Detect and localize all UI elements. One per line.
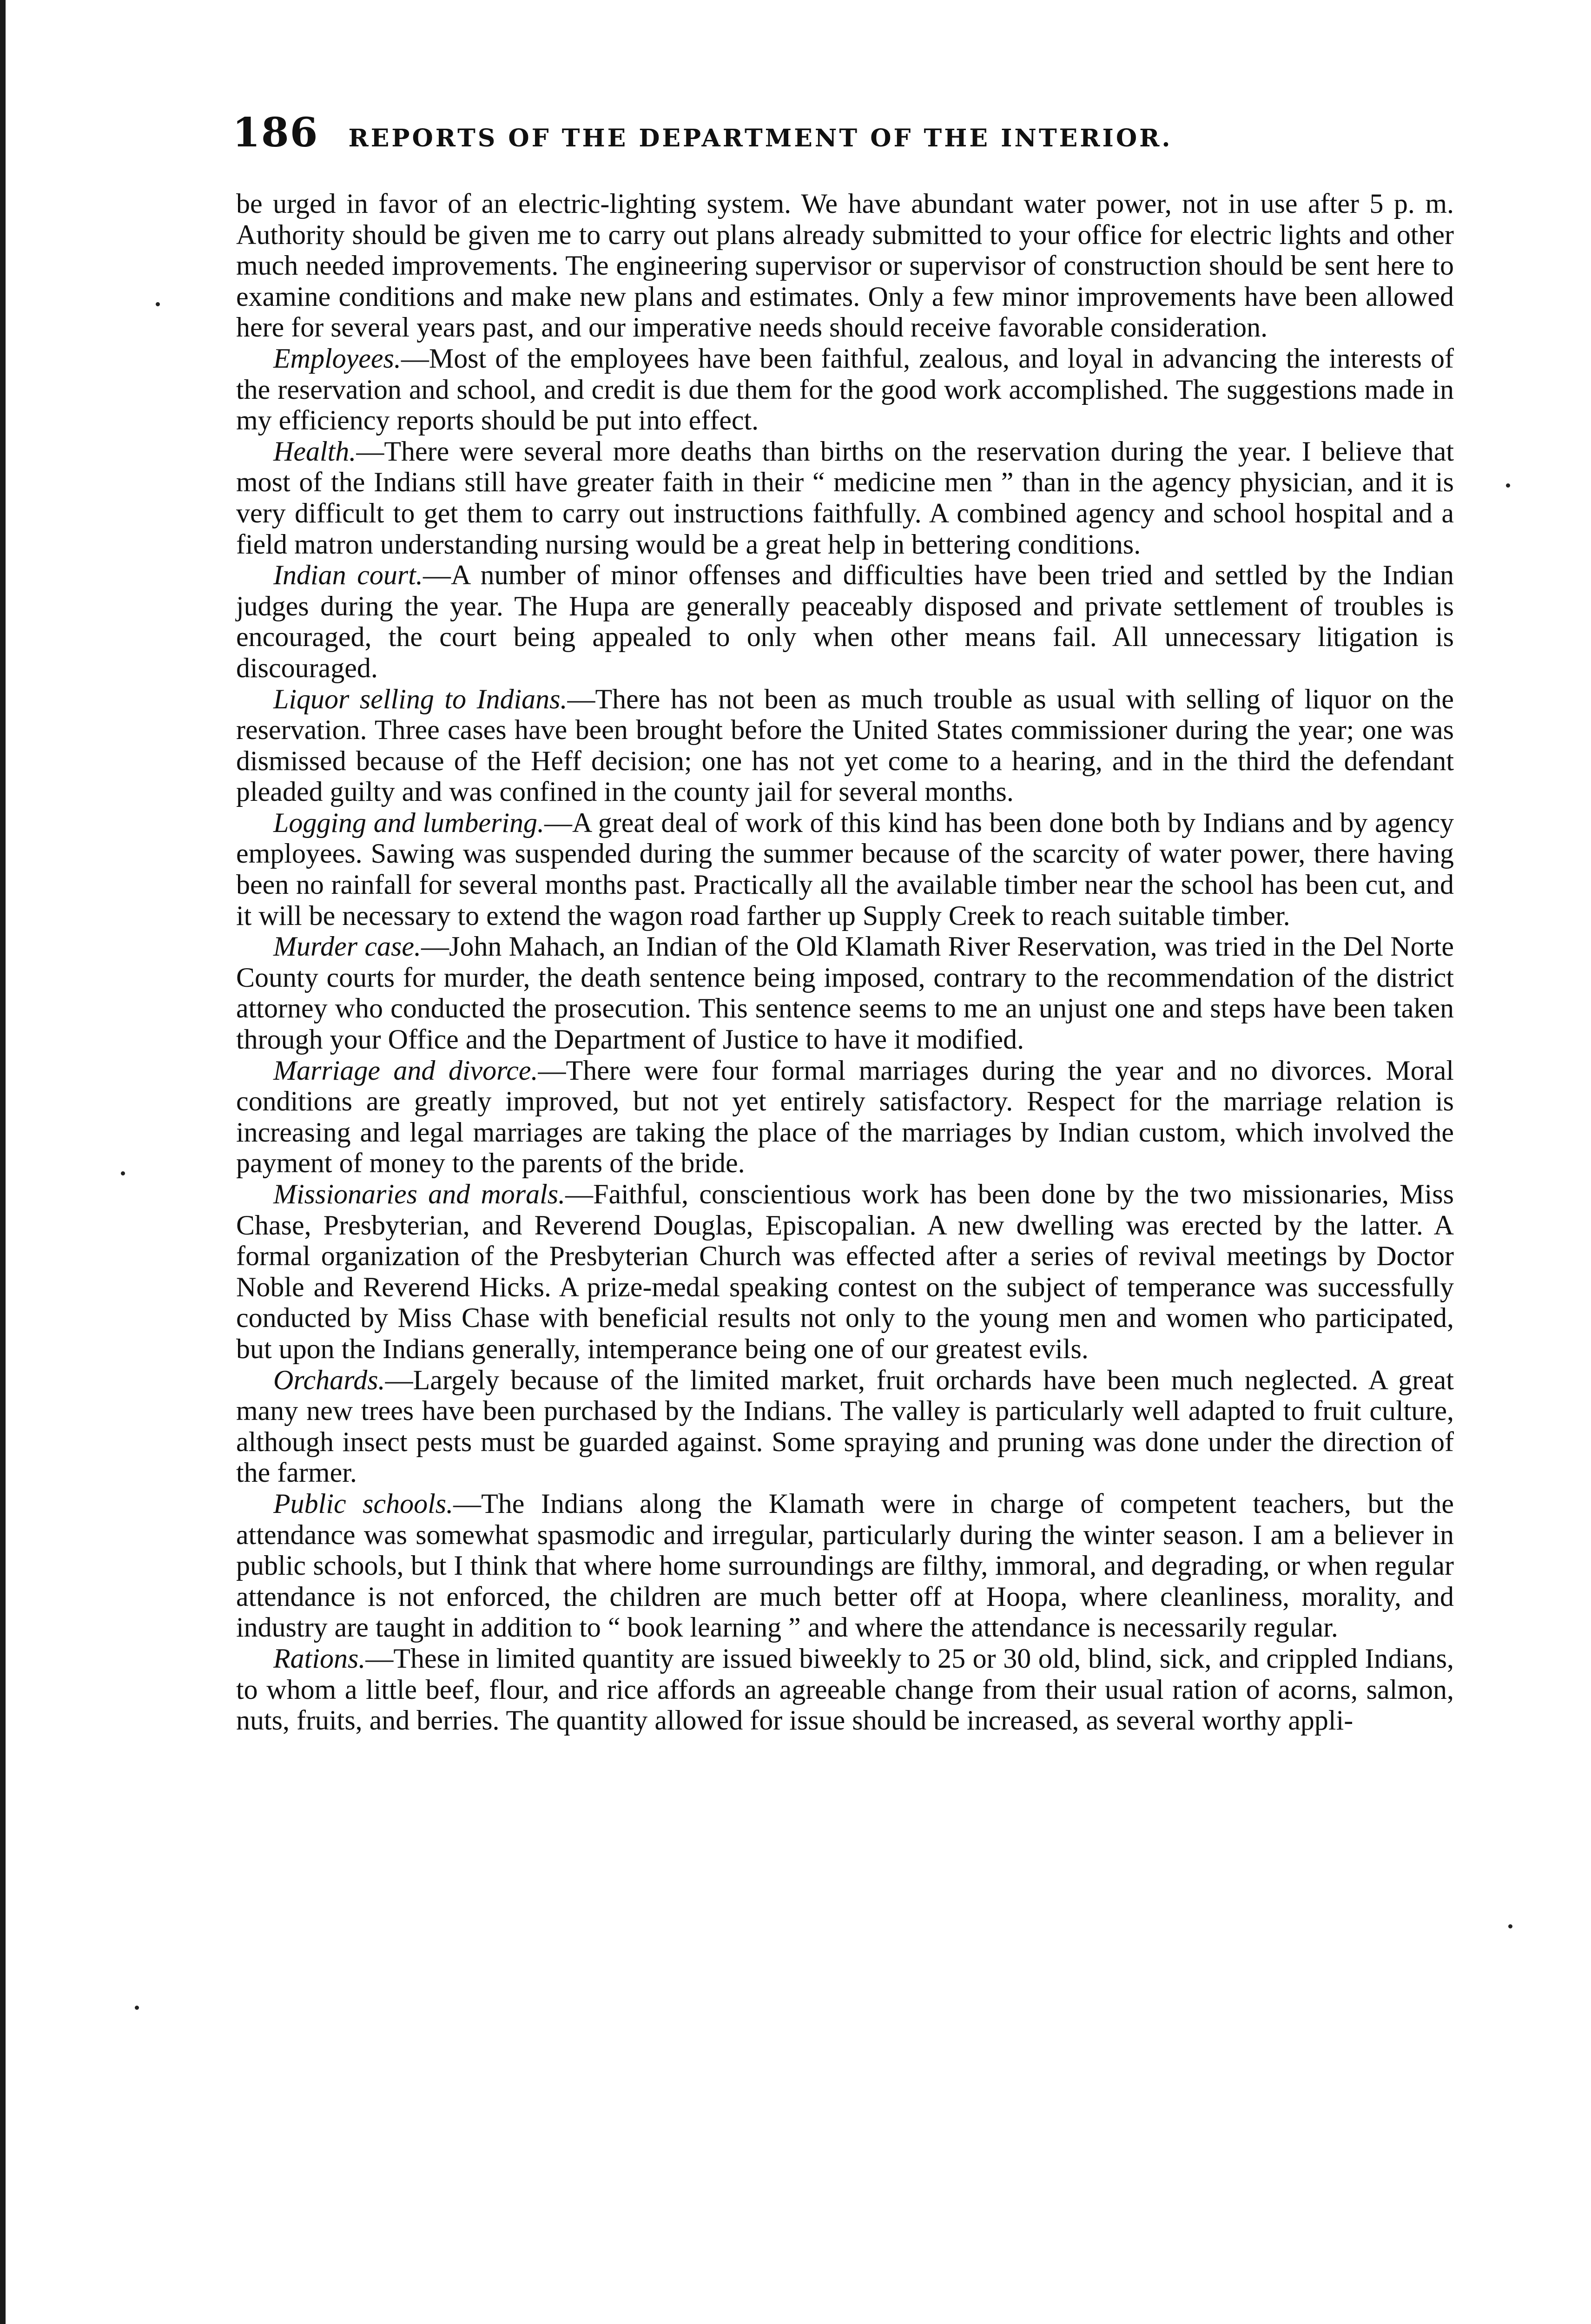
scan-speck bbox=[121, 1171, 125, 1175]
scan-speck bbox=[156, 302, 160, 306]
paragraph-liquor-selling bbox=[236, 684, 1454, 807]
section-heading: Health. bbox=[273, 436, 356, 467]
page-number: 186 bbox=[232, 109, 319, 156]
paragraph-text: —There were four formal marriages during the year and no divorces. Moral conditions are greatly improved, but not yet entirely satisfactory. Respect for the marriage relation is increasing and legal marriages are taking the place of the marriages by Indian custom, which involved the payment of money to the parents of the bride. bbox=[236, 1055, 1454, 1179]
section-heading: Indian court. bbox=[273, 560, 423, 591]
paragraph-text: —The Indians along the Klamath were in charge of competent teachers, but the attendance was somewhat spasmodic and irregular, particularly during the winter season. I am a believer in public schools, but I think that where home surroundings are filthy, immoral, and degrading, or when regular attendance is not enforced, the children are much better off at Hoopa, where cleanliness, morality, and industry are taught in addition to “ book learning ” and where the attendance is necessarily regular. bbox=[236, 1488, 1454, 1643]
paragraph-marriage bbox=[236, 1055, 1454, 1179]
scan-speck bbox=[1506, 483, 1510, 488]
paragraph-logging bbox=[236, 807, 1454, 931]
paragraph-orchards bbox=[236, 1365, 1454, 1488]
paragraph-health bbox=[236, 436, 1454, 560]
body-text bbox=[236, 188, 1454, 1736]
paragraph-text: —Faithful, conscientious work has been done by the two missionaries, Miss Chase, Presbyterian, and Reverend Douglas, Episcopalian. A new dwelling was erected by the latter. A formal organization of the Presbyterian Church was effected after a series of revival meetings by Doctor Noble and Reverend Hicks. A prize-medal speaking contest on the subject of temperance was successfully conducted by Miss Chase with beneficial results not only to the young men and women who participated, but upon the Indians generally, intemperance being one of our greatest evils. bbox=[236, 1179, 1454, 1364]
section-heading: Liquor selling to Indians. bbox=[273, 683, 568, 714]
paragraph-employees bbox=[236, 343, 1454, 436]
paragraph-indian-court bbox=[236, 560, 1454, 683]
paragraph-text: —John Mahach, an Indian of the Old Klamath River Reservation, was tried in the Del Norte County courts for murder, the death sentence being imposed, contrary to the recommendation of the district attorney who conducted the prosecution. This sentence seems to me an unjust one and steps have been taken through your Office and the Department of Justice to have it modified. bbox=[236, 931, 1454, 1055]
section-heading: Marriage and divorce. bbox=[273, 1055, 538, 1086]
scan-edge-left bbox=[0, 0, 6, 2324]
paragraph-public-schools bbox=[236, 1488, 1454, 1643]
page-header bbox=[232, 109, 1459, 160]
section-heading: Public schools. bbox=[273, 1488, 454, 1519]
paragraph-murder-case bbox=[236, 931, 1454, 1055]
paragraph-missionaries bbox=[236, 1179, 1454, 1365]
paragraph-text: —A great deal of work of this kind has been done both by Indians and by agency employees. Sawing was suspended during the summer because of the scarcity of water power, there having been no rainfall for several months past. Practically all the available timber near the school has been cut, and it will be necessary to extend the wagon road farther up Supply Creek to reach suitable timber. bbox=[236, 807, 1454, 931]
paragraph-rations bbox=[236, 1643, 1454, 1736]
paragraph-electric-lighting bbox=[236, 188, 1454, 343]
paragraph-text: —Most of the employees have been faithful, zealous, and loyal in advancing the interests of the reservation and school, and credit is due them for the good work accomplished. The suggestions made in my efficiency reports should be put into effect. bbox=[236, 343, 1454, 436]
paragraph-text: —A number of minor offenses and difficulties have been tried and settled by the Indian judges during the year. The Hupa are generally peaceably disposed and private settlement of troubles is encouraged, the court being appealed to only when other means fail. All unnecessary litigation is discouraged. bbox=[236, 560, 1454, 683]
paragraph-text: —There were several more deaths than births on the reservation during the year. I believe that most of the Indians still have greater faith in their “ medicine men ” than in the agency physician, and it is very difficult to get them to carry out instructions faithfully. A combined agency and school hospital and a field matron understanding nursing would be a great help in bettering conditions. bbox=[236, 436, 1454, 560]
running-title: REPORTS OF THE DEPARTMENT OF THE INTERIOR. bbox=[348, 124, 1173, 152]
section-heading: Murder case. bbox=[273, 931, 421, 962]
paragraph-text: —There has not been as much trouble as usual with selling of liquor on the reservation. Three cases have been brought before the United States commissioner during the year; one was dismissed because of the Heff decision; one has not yet come to a hearing, and in the third the defendant pleaded guilty and was confined in the county jail for several months. bbox=[236, 683, 1454, 807]
paragraph-text: —Largely because of the limited market, fruit orchards have been much neglected. A great many new trees have been purchased by the Indians. The valley is particularly well adapted to fruit culture, although insect pests must be guarded against. Some spraying and pruning was done under the direction of the farmer. bbox=[236, 1364, 1454, 1488]
paragraph-text: —These in limited quantity are issued biweekly to 25 or 30 old, blind, sick, and crippled Indians, to whom a little beef, flour, and rice affords an agreeable change from their usual ration of acorns, salmon, nuts, fruits, and berries. The quantity allowed for issue should be increased, as several worthy appli- bbox=[236, 1643, 1454, 1736]
section-heading: Logging and lumbering. bbox=[273, 807, 545, 838]
scan-speck bbox=[135, 2006, 139, 2010]
section-heading: Orchards. bbox=[273, 1364, 385, 1395]
section-heading: Rations. bbox=[273, 1643, 366, 1674]
paragraph-text: be urged in favor of an electric-lighting system. We have abundant water power, not in use after 5 p. m. Authority should be given me to carry out plans already submitted to your office for electric lights and other much needed improvements. The engineering supervisor or supervisor of construction should be sent here to examine conditions and make new plans and estimates. Only a few minor improvements have been allowed here for several years past, and our imperative needs should receive favorable consideration. bbox=[236, 188, 1454, 343]
section-heading: Missionaries and morals. bbox=[273, 1179, 566, 1209]
scan-speck bbox=[1508, 1924, 1512, 1928]
section-heading: Employees. bbox=[273, 343, 401, 374]
